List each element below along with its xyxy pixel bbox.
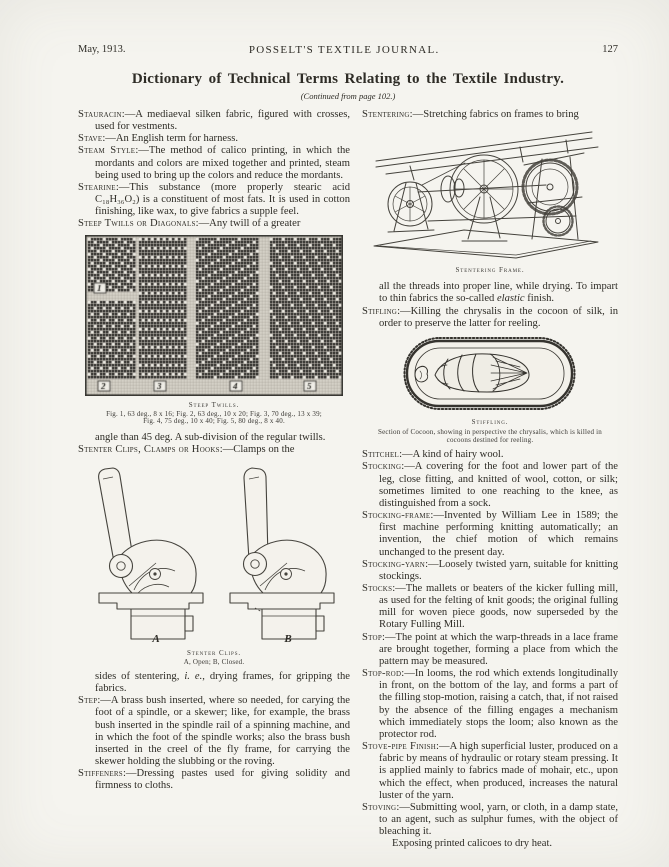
- entry-definition: :—A mediaeval silken fabric, figured with crosses, used for vestments.: [95, 109, 350, 133]
- entry-stentering-continuation: all the threads into proper line, while drying. To impart to thin fabrics the so-called elastic finish.: [379, 281, 618, 305]
- journal-name: POSSELT'S TEXTILE JOURNAL.: [248, 44, 440, 56]
- entry-stocks: [362, 583, 618, 632]
- entry-term: Stocking: [362, 461, 402, 473]
- entry-stifling: [362, 306, 618, 330]
- entry-stenter-clips: [78, 444, 350, 456]
- stenter-clips-figure: [78, 462, 350, 667]
- page-number: 127: [602, 44, 618, 55]
- cocoon-caption: [362, 416, 618, 444]
- entry-definition: :—Dressing pastes used for giving solidity and firmness to cloths.: [95, 768, 350, 792]
- article-title: Dictionary of Technical Terms Relating to the Textile Industry.: [131, 71, 565, 87]
- figure-caption-sub: Section of Cocoon, showing in perspective the chrysalis, which is killed in cocoons destined for reeling.: [378, 428, 602, 444]
- entry-stiffeners: [78, 768, 350, 792]
- entry-definition: :—Invented by William Lee in 1589; the first machine performing knitting automatically; an invention, the chief motion of which remains unchanged to the present day.: [379, 510, 618, 558]
- entry-term: Steam Style: [78, 145, 136, 157]
- entry-term: Stauracin: [78, 109, 122, 120]
- figure-caption-sub: A, Open; B, Closed.: [183, 658, 245, 667]
- stentering-frame-figure: [362, 125, 618, 276]
- entry-definition: :—A brass bush inserted, where so needed, for carying the foot of a spindle, or a skewer; like, for example, the brass bush inserted in the spindle rail of a spinning machine, and in which the foot of the spindle works; also the brass bush inserted in the creel of the fly frame, for carrying the skewer holding the slubbing or the roving.: [95, 695, 350, 768]
- entry-definition: :—The method of calico printing, in which the mordants and colors are mixed together and printed, steam being used to bring up the colors and reduce the mordants.: [95, 145, 350, 181]
- entry-term: Stave: [78, 133, 103, 145]
- entry-stoving-addendum: Exposing printed calicoes to dry heat.: [392, 838, 553, 850]
- entry-definition: :—A high superficial luster, produced on a fabric by means of hydraulic or rotary steam pressing. It is applied mainly to fabrics made of mohair, etc., upon which the effect, when produced, increases the natural luster of the yarn.: [379, 741, 618, 801]
- page-header: [78, 44, 618, 58]
- entry-stop: [362, 632, 618, 668]
- entry-definition: :—The point at which the warp-threads in a lace frame are brought together, forming a place from which the pattern may be measured.: [379, 631, 618, 667]
- clip-open-drawing: [99, 468, 203, 639]
- figure-caption-title: Steep Twills.: [188, 400, 240, 409]
- entry-stocking: [362, 461, 618, 510]
- figure-spec-line: Fig. 4, 75 deg., 10 x 40; Fig. 5, 80 deg., 8 x 40.: [143, 417, 285, 426]
- left-column: [78, 109, 350, 850]
- gear-wheels: [523, 160, 577, 236]
- entry-definition: :—Killing the chrysalis in the cocoon of silk, in order to preserve the latter for reeling.: [379, 305, 618, 329]
- drive-shaft: [418, 185, 576, 221]
- clip-label-b: B: [284, 633, 292, 645]
- issue-date: May, 1913.: [78, 44, 126, 55]
- cocoon-figure: [362, 335, 618, 444]
- entry-term: Stitchel: [362, 449, 400, 461]
- entry-term: Stentering: [362, 109, 410, 120]
- flywheel: [450, 155, 518, 241]
- entry-term: Stiffeners: [78, 768, 123, 780]
- continued-note: (Continued from page 102.): [300, 91, 396, 101]
- two-column-body: [78, 109, 618, 850]
- entry-definition: :—The mallets or beaters of the kicker fulling mill, as used for the felting of knit goods; the original fulling mill for woven piece goods, now superseded by the Rotary Fulling Mill.: [379, 583, 618, 631]
- entry-definition: :—A covering for the foot and lower part of the leg, close fitting, and knitted of wool, cotton, or silk; sometimes limited to one reaching to the knee, as distinguished from a sock.: [379, 461, 618, 509]
- entry-term: Stop-rod: [362, 668, 402, 680]
- entry-term: Stoving: [362, 801, 397, 813]
- figure-spec-line: Fig. 1, 63 deg., 8 x 16; Fig. 2, 63 deg., 10 x 20; Fig. 3, 70 deg., 13 x 39;: [106, 409, 322, 418]
- entry-term: Stove-pipe Finish: [362, 741, 437, 753]
- clip-closed-drawing: [230, 468, 334, 639]
- entry-stenter-clips-continuation: sides of stentering, i. e., drying frames, for gripping the fabrics.: [95, 670, 351, 695]
- entry-definition: :—Submitting wool, yarn, or cloth, in a damp state, to an agent, such as sulphur fumes, with the object of bleaching it.: [379, 801, 618, 838]
- steep-twills-caption: [78, 399, 350, 426]
- entry-definition: :—Clamps on the: [219, 444, 295, 456]
- entry-stave: [78, 133, 350, 145]
- cocoon-section-drawing: [402, 335, 578, 413]
- entry-definition: :—Stretching fabrics on frames to bring: [409, 109, 579, 120]
- entry-stitchel: [362, 449, 618, 461]
- entry-term: Steep Twills or Diagonals: [78, 218, 196, 230]
- entry-stocking-frame: [362, 510, 618, 559]
- figure-caption-title: Stentering Frame.: [455, 266, 525, 275]
- entry-term: Stearine: [78, 181, 116, 193]
- entry-definition: :—A kind of hairy wool.: [399, 449, 504, 461]
- stentering-frame-drawing: [370, 125, 602, 261]
- entry-steam-style: [78, 145, 350, 181]
- entry-definition: :—Any twill of a greater: [195, 218, 301, 230]
- entry-definition: :—Loosely twisted yarn, suitable for knitting stockings.: [379, 558, 618, 582]
- right-column: [362, 109, 618, 850]
- figure-caption-title: Stenter Clips.: [186, 649, 242, 658]
- clip-label-a: A: [152, 633, 160, 645]
- entry-definition: :—This substance (more properly stearic acid C₁₈H₃₆O₂) is a constituent of most fats. It is used in cotton finishing, like wax, to give fabrics a supple feel.: [95, 181, 350, 218]
- steep-twills-figure: [78, 235, 350, 426]
- entry-term: Stocks: [362, 583, 393, 594]
- stenter-clips-drawing: [88, 462, 340, 644]
- entry-steep-twills-continuation: angle than 45 deg. A sub-division of the regular twills.: [95, 431, 326, 443]
- steep-twills-weave-pattern: [85, 235, 343, 396]
- entry-stoving: [362, 802, 618, 838]
- stentering-frame-caption: [362, 264, 618, 276]
- left-pulley: [388, 182, 434, 232]
- entry-definition: :—In looms, the rod which extends longitudinally in front, on the bottom of the lay, and forms a part of the filling stop-motion, raising a catch, that, if not raised by the absence of the filling engages a mechanism which immediately stops the loom; also known as the protector rod.: [379, 668, 618, 740]
- entry-stocking-yarn: [362, 559, 618, 583]
- entry-stop-rod: [362, 668, 618, 741]
- entry-term: Stocking-frame: [362, 510, 431, 522]
- entry-term: Step: [78, 695, 98, 707]
- entry-stentering: [362, 109, 618, 121]
- entry-stove-pipe-finish: [362, 741, 618, 802]
- stenter-clips-caption: [78, 647, 350, 667]
- entry-stearine: [78, 182, 350, 218]
- entry-stauracin: [78, 109, 350, 133]
- entry-step: [78, 695, 350, 768]
- entry-term: Stifling: [362, 305, 398, 317]
- entry-term: Stop: [362, 631, 382, 643]
- figure-caption-title: Stiffling.: [471, 417, 509, 426]
- entry-definition: :—An English term for harness.: [102, 133, 238, 145]
- entry-steep-twills: [78, 218, 350, 230]
- entry-term: Stenter Clips, Clamps or Hooks: [78, 444, 220, 456]
- cone-pulley: [441, 176, 455, 202]
- entry-term: Stocking-yarn: [362, 558, 426, 570]
